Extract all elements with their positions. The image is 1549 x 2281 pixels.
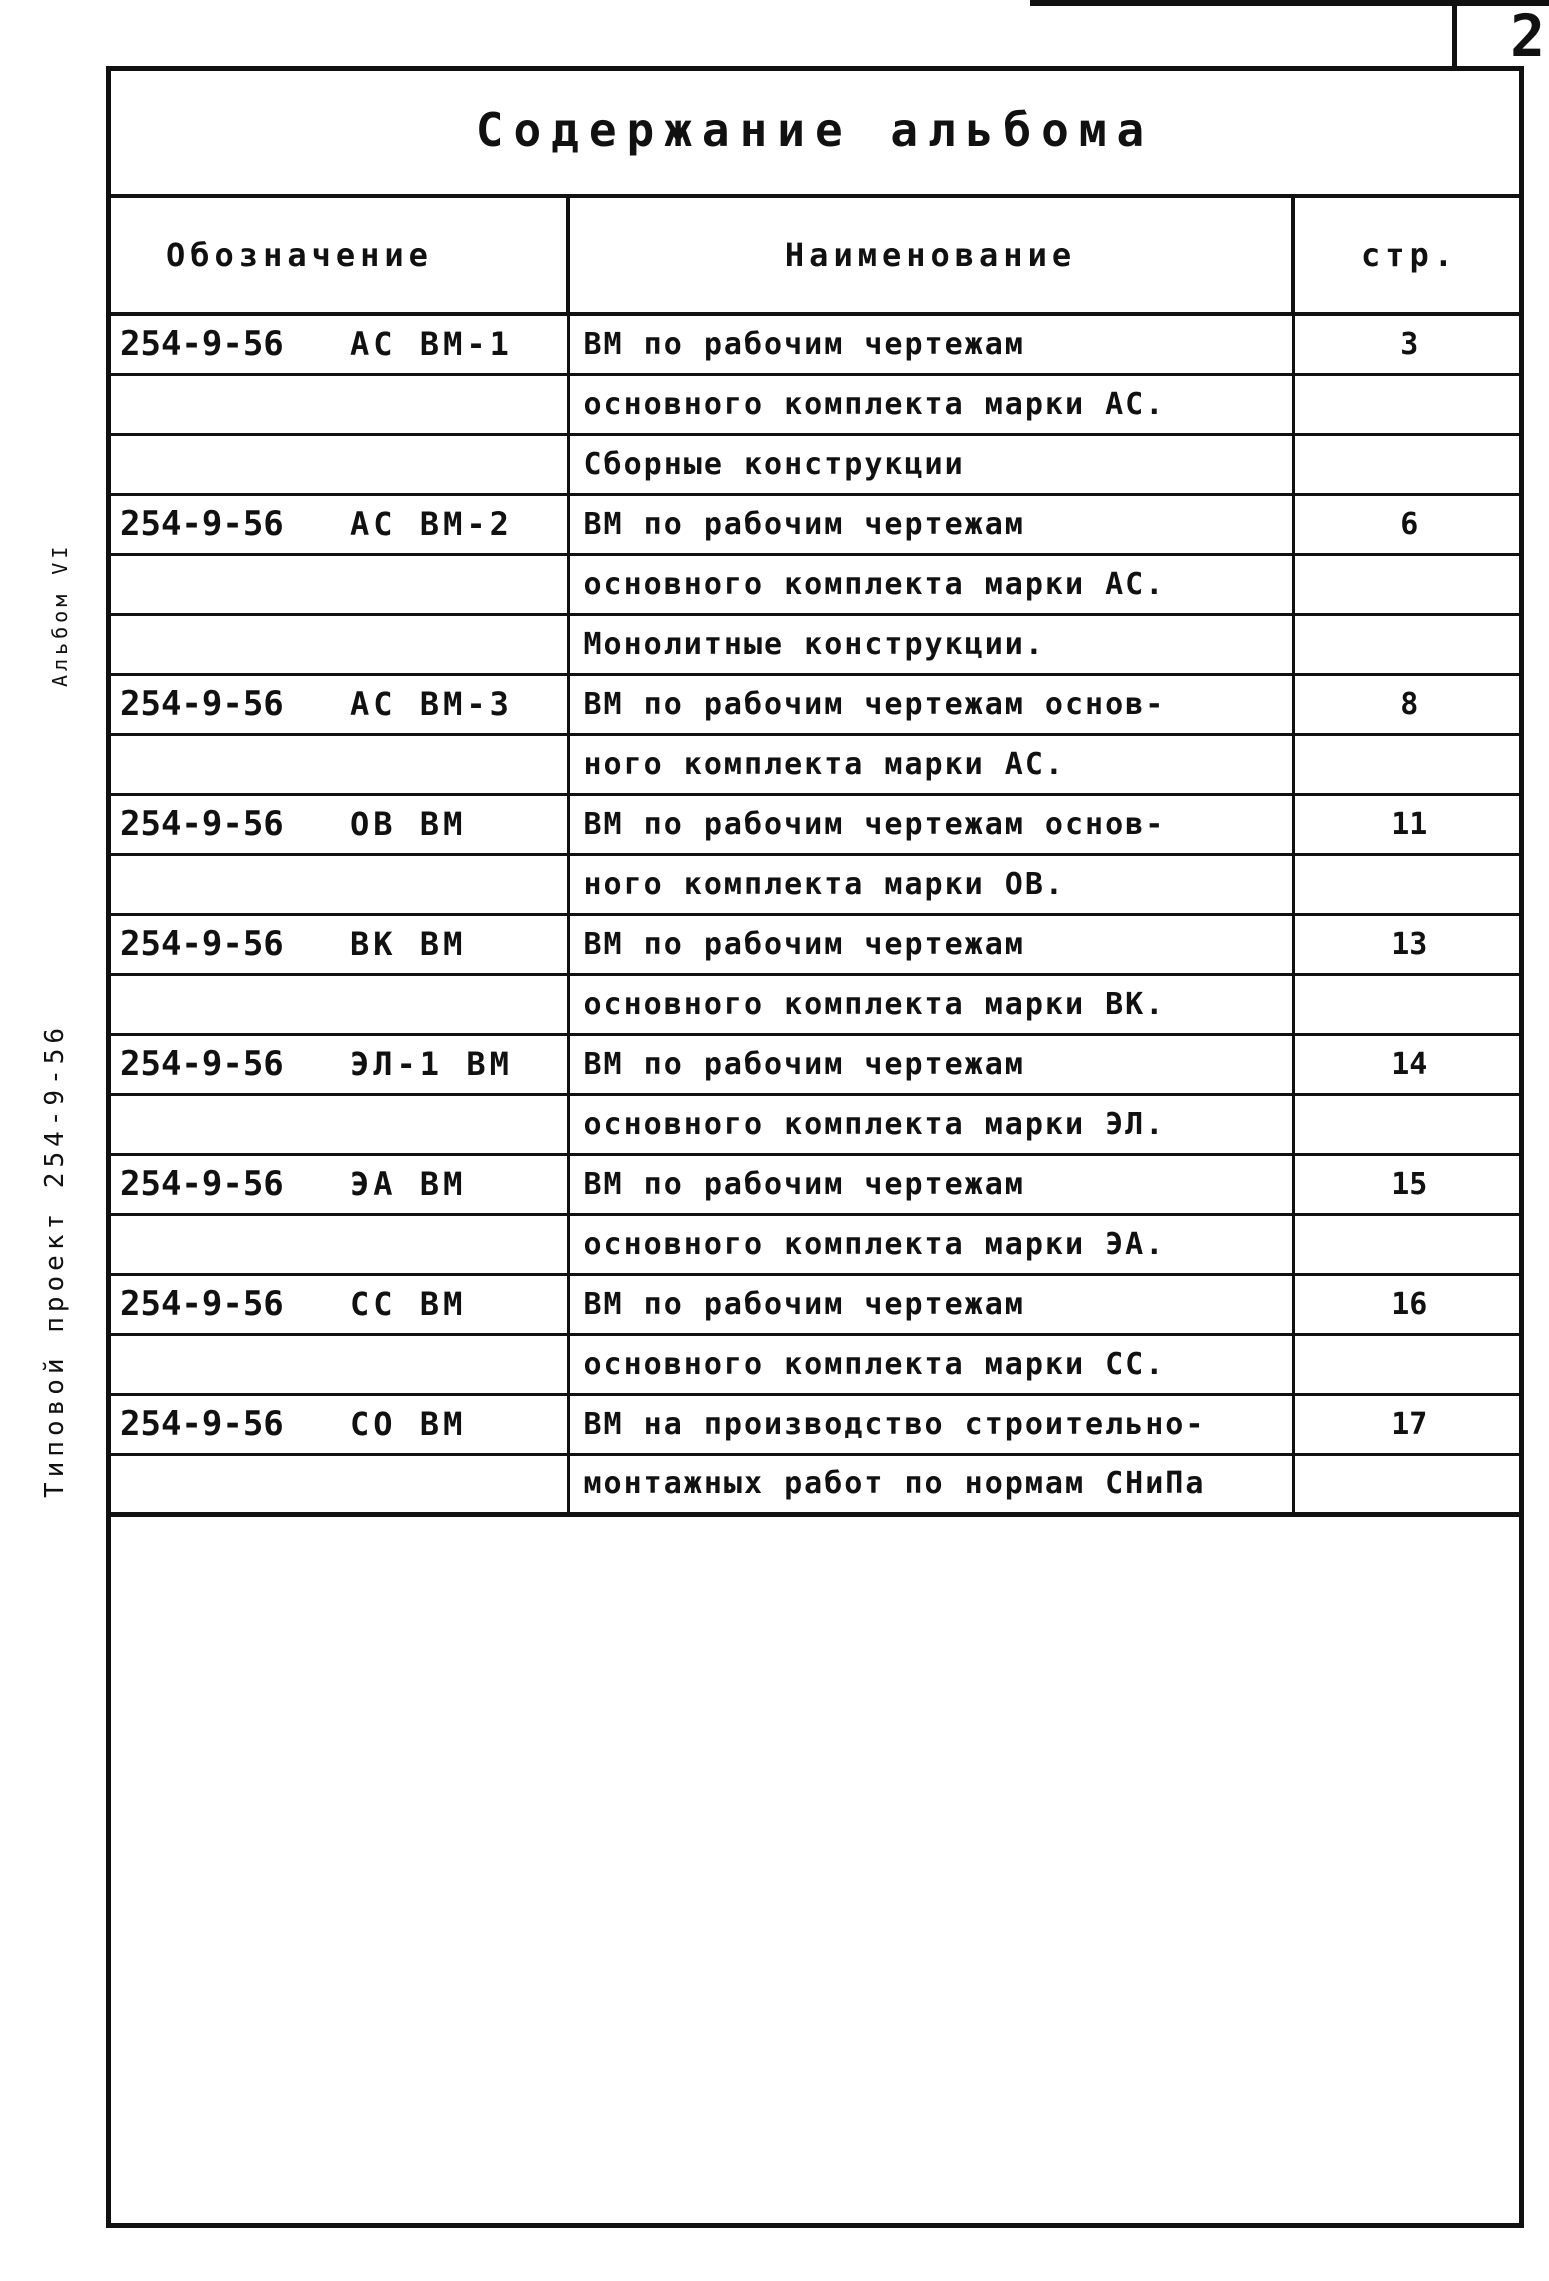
table-row <box>106 1094 1524 1154</box>
document-mark: ЭА ВМ <box>350 1165 467 1203</box>
designation-cell <box>106 734 568 794</box>
page-cell: 13 <box>1293 914 1524 974</box>
page-cell <box>1293 974 1524 1034</box>
designation-cell <box>106 1214 568 1274</box>
document-mark: АС ВМ-3 <box>350 685 513 723</box>
document-mark: АС ВМ-2 <box>350 505 513 543</box>
name-cell: основного комплекта марки СС. <box>568 1334 1293 1394</box>
table-row <box>106 974 1524 1034</box>
page-cell: 6 <box>1293 494 1524 554</box>
project-code: 254-9-56 <box>120 1284 284 1324</box>
designation-cell <box>106 1334 568 1394</box>
designation-cell <box>106 494 568 554</box>
document-mark: ОВ ВМ <box>350 805 467 843</box>
table-row <box>106 1334 1524 1394</box>
designation-cell <box>106 614 568 674</box>
designation-cell <box>106 1454 568 1514</box>
page-cell <box>1293 374 1524 434</box>
designation-cell <box>106 1394 568 1454</box>
table-row <box>106 1394 1524 1454</box>
sheet-number: 2 <box>1452 4 1549 68</box>
designation-cell <box>106 794 568 854</box>
document-mark: ЭЛ-1 ВМ <box>350 1045 513 1083</box>
name-cell: Монолитные конструкции. <box>568 614 1293 674</box>
table-row <box>106 674 1524 734</box>
page-cell <box>1293 854 1524 914</box>
table-row <box>106 314 1524 374</box>
table-row <box>106 914 1524 974</box>
name-cell: основного комплекта марки ЭА. <box>568 1214 1293 1274</box>
document-title: Содержание альбома <box>106 66 1524 198</box>
project-code: 254-9-56 <box>120 1164 284 1204</box>
name-cell: монтажных работ по нормам СНиПа <box>568 1454 1293 1514</box>
name-cell: ВМ по рабочим чертежам <box>568 914 1293 974</box>
designation-cell <box>106 974 568 1034</box>
table-header-row <box>106 198 1524 314</box>
name-cell: основного комплекта марки АС. <box>568 374 1293 434</box>
page-cell: 14 <box>1293 1034 1524 1094</box>
project-code: 254-9-56 <box>120 1404 284 1444</box>
designation-cell <box>106 1154 568 1214</box>
table-row <box>106 1154 1524 1214</box>
table-row <box>106 854 1524 914</box>
side-label-album: Альбом VI <box>48 542 72 688</box>
designation-cell <box>106 1094 568 1154</box>
designation-cell <box>106 314 568 374</box>
name-cell: ВМ по рабочим чертежам <box>568 314 1293 374</box>
page-cell: 3 <box>1293 314 1524 374</box>
name-cell: основного комплекта марки ВК. <box>568 974 1293 1034</box>
page-cell: 17 <box>1293 1394 1524 1454</box>
project-code: 254-9-56 <box>120 804 284 844</box>
table-row <box>106 734 1524 794</box>
page-cell <box>1293 614 1524 674</box>
page-cell <box>1293 434 1524 494</box>
table-row <box>106 1034 1524 1094</box>
project-code: 254-9-56 <box>120 684 284 724</box>
name-cell: ВМ по рабочим чертежам <box>568 1154 1293 1214</box>
page-cell <box>1293 554 1524 614</box>
project-code: 254-9-56 <box>120 924 284 964</box>
document-mark: ВК ВМ <box>350 925 467 963</box>
table-row <box>106 794 1524 854</box>
page-cell <box>1293 734 1524 794</box>
project-code: 254-9-56 <box>120 1044 284 1084</box>
name-cell: ВМ по рабочим чертежам <box>568 1034 1293 1094</box>
designation-cell <box>106 1274 568 1334</box>
name-cell: ВМ по рабочим чертежам <box>568 1274 1293 1334</box>
name-cell: основного комплекта марки АС. <box>568 554 1293 614</box>
document-mark: СС ВМ <box>350 1285 467 1323</box>
name-cell: ного комплекта марки АС. <box>568 734 1293 794</box>
designation-cell <box>106 674 568 734</box>
table-row <box>106 494 1524 554</box>
name-cell: Сборные конструкции <box>568 434 1293 494</box>
name-cell: ного комплекта марки ОВ. <box>568 854 1293 914</box>
designation-cell <box>106 854 568 914</box>
contents-table <box>106 198 1524 1517</box>
designation-cell <box>106 914 568 974</box>
page-cell: 15 <box>1293 1154 1524 1214</box>
designation-cell <box>106 374 568 434</box>
name-cell: ВМ по рабочим чертежам основ- <box>568 674 1293 734</box>
page-cell <box>1293 1334 1524 1394</box>
name-cell: ВМ по рабочим чертежам <box>568 494 1293 554</box>
document-mark: АС ВМ-1 <box>350 325 513 364</box>
name-cell: ВМ на производство строительно- <box>568 1394 1293 1454</box>
header-page: стр. <box>1293 198 1524 314</box>
project-code: 254-9-56 <box>120 324 284 365</box>
table-row <box>106 554 1524 614</box>
page-cell: 16 <box>1293 1274 1524 1334</box>
name-cell: ВМ по рабочим чертежам основ- <box>568 794 1293 854</box>
table-row <box>106 1274 1524 1334</box>
table-row <box>106 614 1524 674</box>
header-designation: Обозначение <box>106 198 568 314</box>
side-label-project: Типовой проект 254-9-56 <box>40 1022 70 1498</box>
page-cell: 8 <box>1293 674 1524 734</box>
designation-cell <box>106 434 568 494</box>
table-row <box>106 1454 1524 1514</box>
name-cell: основного комплекта марки ЭЛ. <box>568 1094 1293 1154</box>
table-row <box>106 1214 1524 1274</box>
table-row <box>106 434 1524 494</box>
page-cell <box>1293 1094 1524 1154</box>
header-name: Наименование <box>568 198 1293 314</box>
designation-cell <box>106 1034 568 1094</box>
table-row <box>106 374 1524 434</box>
document-mark: СО ВМ <box>350 1405 467 1443</box>
project-code: 254-9-56 <box>120 504 284 544</box>
designation-cell <box>106 554 568 614</box>
page-cell <box>1293 1454 1524 1514</box>
page-cell <box>1293 1214 1524 1274</box>
page-cell: 11 <box>1293 794 1524 854</box>
